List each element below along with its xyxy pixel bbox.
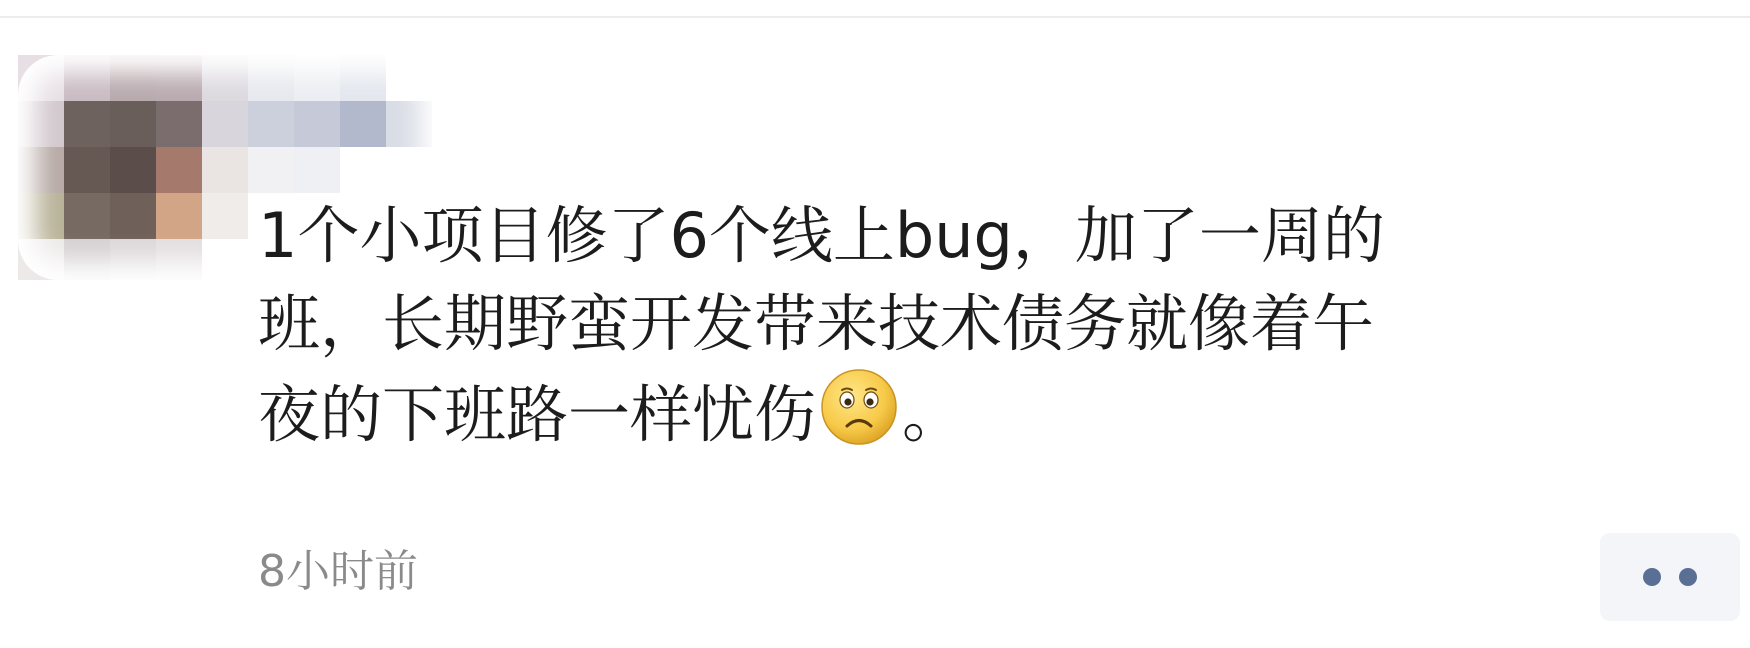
- post-text-line: 班，长期野蛮开发带来技术债务就像着午: [258, 287, 1375, 360]
- post-text-line: [258, 368, 1658, 469]
- sad-face-icon: [820, 368, 898, 469]
- post-text-period: 。: [902, 378, 965, 451]
- more-actions-button[interactable]: [1600, 533, 1740, 621]
- ellipsis-icon: [1643, 568, 1661, 586]
- post-text-line: 1个小项目修了6个线上bug，加了一周的: [258, 199, 1385, 272]
- timestamp: 8小时前: [258, 546, 418, 597]
- top-divider: [0, 16, 1750, 18]
- ellipsis-icon: [1679, 568, 1697, 586]
- post-text-line-content: 夜的下班路一样忧伤: [258, 378, 817, 451]
- post-text: [258, 192, 1658, 469]
